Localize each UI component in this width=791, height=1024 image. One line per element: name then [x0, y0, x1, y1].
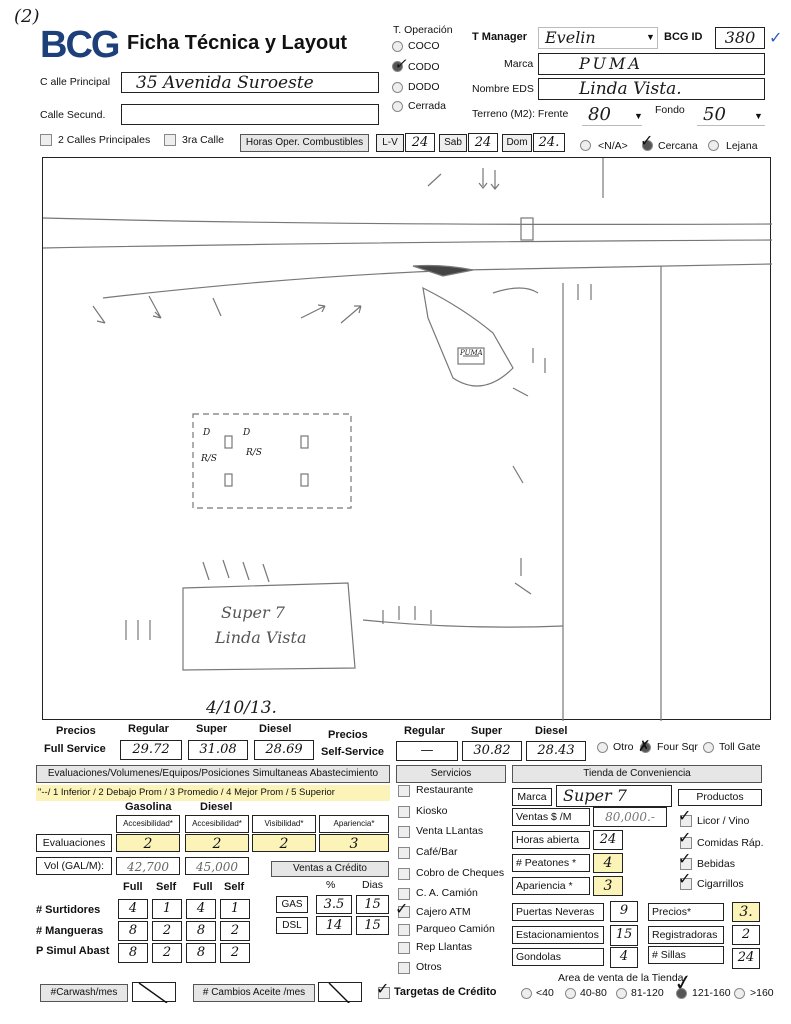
full-regular-price[interactable]: 29.72 [120, 740, 182, 760]
horas-oper-button[interactable]: Horas Oper. Combustibles [240, 134, 369, 152]
eval-value[interactable]: 2 [252, 834, 316, 852]
frente-field[interactable]: 80 [582, 104, 642, 126]
area-radio[interactable] [565, 988, 576, 999]
apariencia-field[interactable]: 3 [593, 876, 623, 896]
eval-value[interactable]: 2 [185, 834, 249, 852]
area-option: 81-120 [631, 987, 664, 999]
full-diesel-price[interactable]: 28.69 [254, 740, 314, 760]
third-street-label: 3ra Calle [182, 134, 225, 146]
self-regular-price[interactable]: — [396, 741, 458, 761]
store-marca-label: Marca [512, 788, 552, 806]
carwash-field[interactable] [132, 982, 176, 1002]
third-street-checkbox[interactable] [164, 134, 176, 146]
mangueras-value[interactable]: 2 [220, 921, 250, 941]
service-checkbox[interactable] [398, 942, 410, 954]
op-codo-label: CODO [408, 61, 440, 73]
dsl-label: DSL [276, 917, 308, 934]
store-marca-field[interactable]: Super 7 [556, 785, 672, 807]
area-radio[interactable] [734, 988, 745, 999]
mangueras-value[interactable]: 2 [152, 921, 182, 941]
col-header: Accesibilidad* [116, 815, 180, 833]
comp-otro-label: Otro [613, 741, 634, 753]
bcg-id-field[interactable]: 380 [715, 27, 765, 49]
prox-lejana-radio[interactable] [708, 140, 719, 151]
peatones-label: # Peatones * [512, 854, 590, 872]
puertas-label: Puertas Neveras [512, 903, 604, 921]
checkmark-icon: ✓ [678, 808, 692, 825]
cambios-aceite-button[interactable]: # Cambios Aceite /mes [193, 984, 315, 1002]
lv-label: L-V [376, 134, 404, 152]
op-cerrada-radio[interactable] [392, 101, 403, 112]
col-header: Accesibilidad* [185, 815, 249, 833]
service-label: Parqueo Camión [416, 923, 495, 935]
fondo-label: Fondo [655, 104, 685, 116]
comp-tollgate-radio[interactable] [703, 742, 714, 753]
slash-mark-icon [133, 983, 177, 1003]
gondolas-field[interactable]: 4 [610, 947, 638, 968]
prox-na-radio[interactable] [580, 140, 591, 151]
registradoras-label: Registradoras [648, 926, 724, 944]
page-number: (2) [14, 6, 40, 27]
pump-label: D [243, 428, 251, 438]
service-label: Otros [416, 961, 442, 973]
marca-field[interactable]: PUMA [538, 53, 765, 75]
peatones-field[interactable]: 4 [593, 853, 623, 873]
full-service-label-2: Full Service [44, 743, 106, 755]
ventas-field[interactable]: 80,000.- [593, 807, 667, 827]
self-super-header: Super [471, 725, 503, 737]
nombre-eds-label: Nombre EDS [472, 83, 534, 95]
product-label: Cigarrillos [697, 878, 744, 890]
sketch-date: 4/10/13. [206, 698, 277, 718]
layout-drawing [43, 158, 772, 721]
simul-label: P Simul Abast [36, 945, 110, 957]
surtidores-value[interactable]: 1 [220, 899, 250, 919]
targetas-label: Targetas de Crédito [394, 986, 497, 998]
prox-na-label: <N/A> [598, 140, 628, 152]
self-service-label-2: Self-Service [321, 746, 384, 758]
sab-hours[interactable]: 24 [468, 133, 498, 152]
mangueras-label: # Mangueras [36, 925, 104, 937]
gas-pct[interactable]: 3.5 [316, 895, 352, 914]
site-sketch [42, 157, 771, 720]
simul-value[interactable]: 8 [118, 943, 148, 963]
t-operacion-label: T. Operación [393, 24, 453, 36]
cambios-aceite-field[interactable] [318, 982, 362, 1002]
service-checkbox[interactable] [398, 785, 410, 797]
store-header: Tienda de Conveniencia [512, 765, 762, 783]
self-regular-header: Regular [404, 725, 445, 737]
full-super-price[interactable]: 31.08 [188, 740, 248, 760]
area-option: 121-160 [692, 987, 731, 999]
gas-label: GAS [276, 896, 308, 913]
ventas-label: Ventas $ /M [512, 808, 590, 826]
checkmark-icon: ✓ [672, 968, 695, 997]
op-dodo-radio[interactable] [392, 82, 403, 93]
self-super-price[interactable]: 30.82 [462, 741, 522, 761]
full-super-header: Super [196, 723, 228, 735]
dsl-pct[interactable]: 14 [316, 916, 352, 935]
service-label: Restaurante [416, 784, 474, 796]
evaluations-section-header: Evaluaciones/Volumenes/Equipos/Posiciones Simultaneas Abastecimiento [36, 765, 390, 783]
self-header: Self [224, 881, 245, 893]
gondolas-label: Gondolas [512, 948, 604, 966]
comp-otro-radio[interactable] [597, 742, 608, 753]
blue-checkmark-icon: ✓ [769, 30, 783, 47]
comp-tollgate-label: Toll Gate [719, 741, 761, 753]
area-option: >160 [750, 987, 774, 999]
area-label: Area de venta de la Tienda [558, 972, 684, 984]
area-radio[interactable] [616, 988, 627, 999]
service-checkbox[interactable] [398, 826, 410, 838]
precios-label: Precios* [648, 903, 724, 921]
prox-cercana-label: Cercana [658, 140, 698, 152]
col-header: Apariencia* [319, 815, 389, 833]
registradoras-field[interactable]: 2 [732, 925, 760, 945]
horas-abierta-field[interactable]: 24 [593, 830, 623, 850]
self-diesel-price[interactable]: 28.43 [526, 741, 586, 761]
pump-label: D [203, 428, 211, 438]
services-header: Servicios [396, 765, 506, 783]
productos-label: Productos [678, 789, 762, 806]
full-service-label-1: Precios [56, 725, 96, 737]
full-diesel-header: Diesel [259, 723, 292, 735]
two-streets-label: 2 Calles Principales [58, 134, 151, 146]
checkmark-icon: ✓ [376, 981, 390, 998]
service-label: Rep Llantas [416, 941, 473, 953]
prox-lejana-label: Lejana [726, 140, 758, 152]
simul-value[interactable]: 2 [152, 943, 182, 963]
precios-field[interactable]: 3. [732, 902, 760, 922]
simul-value[interactable]: 2 [220, 943, 250, 963]
bcg-logo: BCG [40, 24, 119, 66]
puma-sign-label: PUMA [460, 349, 483, 357]
pump-label: R/S [246, 448, 262, 458]
op-dodo-label: DODO [408, 81, 440, 93]
sab-label: Sab [439, 134, 467, 152]
gasolina-header: Gasolina [125, 801, 172, 813]
service-label: C. A. Camión [416, 887, 478, 899]
vol-label: Vol (GAL/M): [36, 857, 112, 875]
scale-legend: "--/ 1 Inferior / 2 Debajo Prom / 3 Promedio / 4 Mejor Prom / 5 Superior [36, 785, 390, 801]
store-name-line2: Linda Vista [215, 628, 307, 647]
service-checkbox[interactable] [398, 962, 410, 974]
sillas-label: # Sillas [648, 946, 724, 964]
product-label: Comidas Ráp. [697, 837, 764, 849]
fondo-dropdown-icon[interactable]: ▼ [754, 111, 763, 121]
eval-value[interactable]: 3 [319, 834, 389, 852]
x-mark-icon: ✗ [638, 738, 651, 755]
service-label: Kiosko [416, 805, 448, 817]
full-header: Full [123, 881, 143, 893]
area-radio[interactable] [521, 988, 532, 999]
service-label: Venta LLantas [416, 825, 484, 837]
checkmark-icon: ✓ [640, 133, 654, 150]
pump-label: R/S [201, 454, 217, 464]
pct-header: % [326, 879, 336, 891]
checkmark-icon: ✓ [395, 901, 409, 918]
vol-gasolina[interactable]: 42,700 [116, 857, 180, 875]
frente-dropdown-icon[interactable]: ▼ [634, 111, 643, 121]
nombre-eds-field[interactable]: Linda Vista. [538, 78, 765, 100]
marca-label: Marca [504, 58, 534, 70]
two-streets-checkbox[interactable] [40, 134, 52, 146]
carwash-button[interactable]: #Carwash/mes [40, 984, 128, 1002]
dropdown-arrow-icon[interactable]: ▼ [646, 32, 655, 42]
vol-diesel[interactable]: 45,000 [185, 857, 249, 875]
calle-secund-field[interactable] [121, 104, 379, 125]
t-manager-label: T Manager [472, 31, 528, 43]
apariencia-label: Apariencia * [512, 877, 590, 895]
service-label: Cajero ATM [416, 906, 471, 918]
bcg-id-label: BCG ID [664, 31, 703, 43]
fondo-field[interactable]: 50 [697, 104, 765, 126]
product-label: Bebidas [697, 858, 735, 870]
puertas-field[interactable]: 9 [610, 901, 638, 922]
diesel-header: Diesel [200, 801, 233, 813]
mangueras-value[interactable]: 8 [118, 921, 148, 941]
terreno-label: Terreno (M2): Frente [472, 108, 569, 120]
service-label: Café/Bar [416, 846, 458, 858]
simul-value[interactable]: 8 [186, 943, 216, 963]
col-header: Visibilidad* [252, 815, 316, 833]
store-name-line1: Super 7 [221, 603, 285, 622]
calle-principal-label: C alle Principal [40, 76, 111, 88]
estacionamientos-field[interactable]: 15 [610, 925, 638, 946]
estacionamientos-label: Estacionamientos [512, 926, 604, 944]
dom-hours[interactable]: 24. [533, 133, 565, 152]
t-manager-field[interactable]: Evelin [538, 27, 658, 49]
op-cerrada-label: Cerrada [408, 100, 446, 112]
service-checkbox[interactable] [398, 924, 410, 936]
checkmark-icon: ✓ [678, 830, 692, 847]
slash-mark-icon [319, 983, 363, 1003]
evaluaciones-label: Evaluaciones [36, 834, 112, 852]
product-label: Licor / Vino [697, 815, 750, 827]
service-checkbox[interactable] [398, 806, 410, 818]
dsl-dias[interactable]: 15 [356, 916, 389, 935]
sillas-field[interactable]: 24 [732, 948, 760, 969]
mangueras-value[interactable]: 8 [186, 921, 216, 941]
calle-principal-field[interactable]: 35 Avenida Suroeste [121, 72, 379, 93]
service-checkbox[interactable] [398, 868, 410, 880]
op-coco-radio[interactable] [392, 41, 403, 52]
area-option: 40-80 [580, 987, 607, 999]
lv-hours[interactable]: 24 [405, 133, 435, 152]
checkmark-icon: ✓ [678, 851, 692, 868]
dom-label: Dom [502, 134, 532, 152]
full-header: Full [193, 881, 213, 893]
dias-header: Dias [362, 879, 384, 891]
self-service-label-1: Precios [328, 729, 368, 741]
service-checkbox[interactable] [398, 847, 410, 859]
calle-secund-label: Calle Secund. [40, 109, 106, 121]
checkmark-icon: ✓ [394, 56, 407, 73]
page-title: Ficha Técnica y Layout [127, 32, 348, 54]
self-header: Self [156, 881, 177, 893]
service-label: Cobro de Cheques [416, 867, 505, 879]
area-option: <40 [536, 987, 554, 999]
full-regular-header: Regular [128, 723, 169, 735]
surtidores-value[interactable]: 4 [118, 899, 148, 919]
eval-value[interactable]: 2 [116, 834, 180, 852]
checkmark-icon: ✓ [678, 871, 692, 888]
op-coco-label: COCO [408, 40, 440, 52]
self-diesel-header: Diesel [535, 725, 568, 737]
horas-abierta-label: Horas abierta [512, 831, 590, 849]
surtidores-value[interactable]: 1 [152, 899, 182, 919]
gas-dias[interactable]: 15 [356, 895, 389, 914]
surtidores-label: # Surtidores [36, 904, 101, 916]
ventas-credito-header[interactable]: Ventas a Crédito [271, 861, 389, 877]
surtidores-value[interactable]: 4 [186, 899, 216, 919]
comp-foursqr-label: Four Sqr [657, 741, 698, 753]
